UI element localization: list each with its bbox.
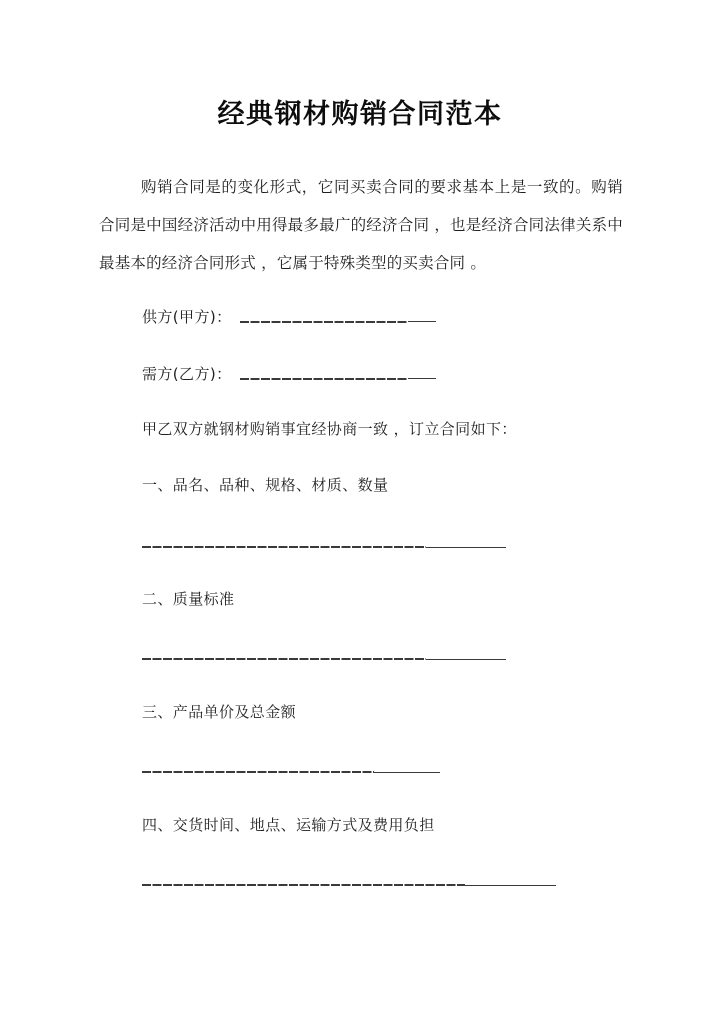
section-blank-4[interactable] [142, 885, 556, 886]
section-blank-1[interactable] [142, 547, 506, 548]
supplier-blank-input[interactable] [240, 309, 436, 322]
section-blank-2[interactable] [142, 659, 506, 660]
section-heading-1: 一、品名、品种、规格、材质、数量 [142, 476, 389, 494]
buyer-blank-input[interactable] [240, 366, 436, 379]
section-heading-2: 二、质量标准 [142, 590, 235, 608]
intro-paragraph: 购销合同是的变化形式，它同买卖合同的要求基本上是一致的。购销合同是中国经济活动中用得最多最广的经济合同 ，也是经济合同法律关系中最基本的经济合同形式 ，它属于特殊类型的买卖合同 。 [99, 178, 623, 272]
page-title: 经典钢材购销合同范本 [217, 99, 503, 130]
agreement-statement: 甲乙双方就钢材购销事宜经协商一致 ，订立合同如下： [142, 420, 517, 438]
supplier-field-row [142, 306, 436, 328]
buyer-field-row [142, 363, 436, 385]
supplier-label: 供方(甲方)： [142, 308, 232, 326]
section-blank-3[interactable] [142, 772, 440, 773]
buyer-label: 需方(乙方)： [142, 365, 232, 383]
section-heading-4: 四、交货时间、地点、运输方式及费用负担 [142, 816, 435, 834]
section-heading-3: 三、产品单价及总金额 [142, 703, 297, 721]
